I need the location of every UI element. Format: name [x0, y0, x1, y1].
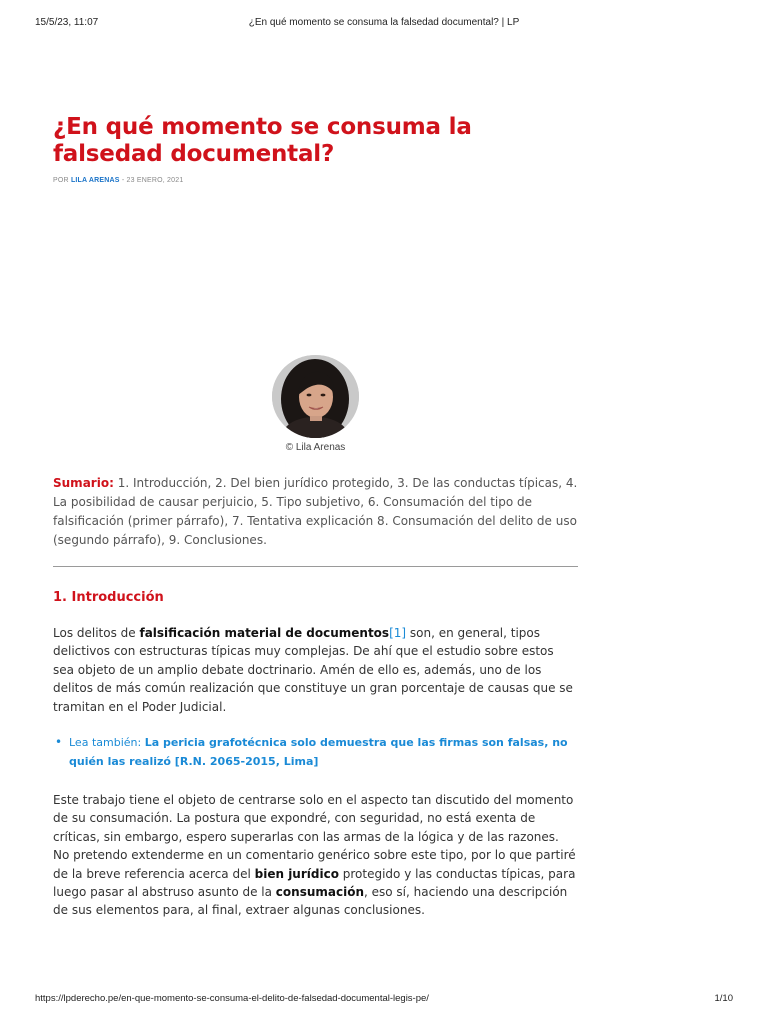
summary-text: 1. Introducción, 2. Del bien jurídico protegido, 3. De las conductas típicas, 4. La posibilidad de causar perjuicio, 5. Tipo subjetivo, 6. Consumación del tipo de falsificación (primer párrafo), 7. Tentativa explicación 8. Consumación del delito de uso (segundo párrafo), 9. Conclusiones. — [53, 476, 578, 547]
byline — [53, 177, 183, 184]
author-link[interactable]: LILA ARENAS — [70, 177, 120, 184]
para2-text-2: protegido y las conductas típicas, para luego pasar al abstruso asunto de la — [53, 866, 576, 900]
summary-label: Sumario: — [53, 476, 114, 490]
page-number: 1/10 — [714, 993, 733, 1004]
para2-bold-2: consumación — [275, 885, 364, 900]
photo-caption: © Lila Arenas — [285, 442, 346, 453]
related-article — [55, 733, 579, 771]
print-footer — [0, 993, 768, 1007]
author-portrait-icon — [272, 355, 359, 438]
print-datetime: 15/5/23, 11:07 — [35, 17, 99, 28]
related-lead: Lea también: — [69, 736, 145, 749]
para2-bold-1: bien jurídico — [254, 866, 339, 881]
publish-date: 23 ENERO, 2021 — [126, 177, 184, 184]
print-header — [0, 17, 768, 31]
divider — [53, 566, 578, 567]
bullet-icon: • — [55, 735, 63, 749]
intro-paragraph — [53, 624, 578, 716]
para1-bold-term: falsificación material de documentos — [139, 626, 390, 640]
related-article-link[interactable]: La pericia grafotécnica solo demuestra que las firmas son falsas, no quién las realizó [R.N. 2065-2015, Lima] — [69, 736, 568, 768]
footnote-ref-link[interactable]: [1] — [389, 626, 407, 640]
para1-text-2: son, en general, tipos delictivos con estructuras típicas muy complejas. De ahí que el estudio sobre estos sea objeto de un amplio debate doctrinario. Amén de ello es, además, uno de los delitos de más común realización que constituye un gran porcentaje de causas que se tramitan en el Poder Judicial. — [53, 626, 573, 714]
article-title: ¿En qué momento se consuma la falsedad documental? — [53, 114, 472, 167]
author-photo — [272, 355, 359, 438]
print-doc-title: ¿En qué momento se consuma la falsedad documental? | LP — [248, 17, 520, 28]
summary — [53, 474, 578, 550]
para2-text-3: , eso sí, haciendo una descripción de sus elementos para, al final, extraer algunas conclusiones. — [53, 885, 568, 918]
byline-prefix: POR — [53, 177, 69, 184]
byline-separator: - — [121, 177, 125, 184]
body-paragraph — [53, 791, 578, 920]
section-title-introduccion: 1. Introducción — [53, 590, 164, 605]
para2-text-1: Este trabajo tiene el objeto de centrarse solo en el aspecto tan discutido del momento de su consumación. La postura que expondré, con seguridad, no está exenta de críticas, sin embargo, espero superarlas con las armas de la lógica y de las razones. No pretendo extenderme en un comentario genérico sobre este tipo, por lo que partiré de la breve referencia acerca del — [53, 793, 576, 881]
print-url: https://lpderecho.pe/en-que-momento-se-consuma-el-delito-de-falsedad-documental-legis-pe/ — [35, 993, 429, 1004]
para1-text-1: Los delitos de — [53, 626, 140, 640]
